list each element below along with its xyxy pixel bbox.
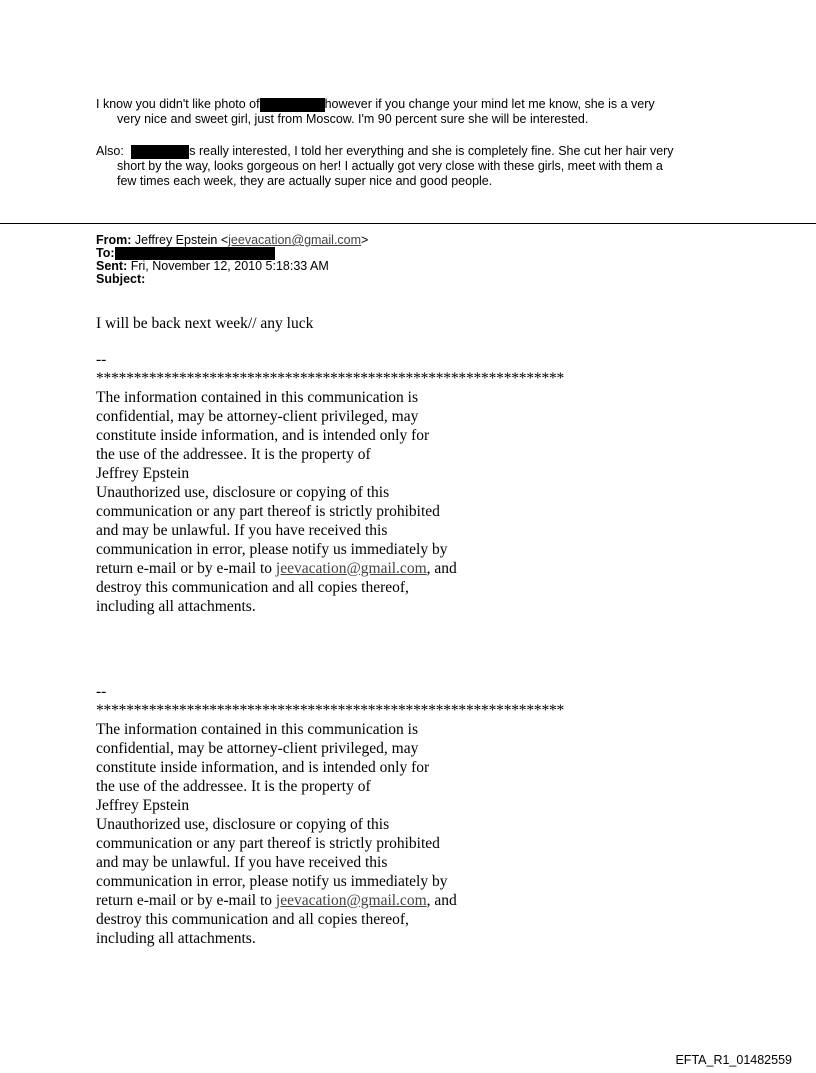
subject-label: Subject: <box>96 272 146 287</box>
message-paragraph-2 <box>96 144 736 189</box>
disclaimer-line: destroy this communication and all copies thereof, <box>96 911 409 928</box>
message-paragraph-1 <box>96 97 736 127</box>
redaction-block <box>260 98 325 112</box>
disclaimer-line: constitute inside information, and is intended only for <box>96 759 430 776</box>
disclaimer-line: and may be unlawful. If you have received this <box>96 854 388 871</box>
paragraph-2-line-3: few times each week, they are actually super nice and good people. <box>117 174 493 188</box>
return-text: return e-mail or by e-mail to <box>96 560 276 577</box>
disclaimer-line: constitute inside information, and is intended only for <box>96 427 430 444</box>
redaction-block <box>131 145 189 159</box>
disclaimer-line: communication or any part thereof is strictly prohibited <box>96 835 440 852</box>
from-row <box>96 234 368 247</box>
disclaimer-line: and may be unlawful. If you have received this <box>96 522 388 539</box>
disclaimer-line: confidential, may be attorney-client privileged, may <box>96 408 419 425</box>
return-text-after: , and <box>426 560 457 577</box>
from-label: From: <box>96 233 132 247</box>
disclaimer-line: the use of the addressee. It is the property of <box>96 778 371 795</box>
signature-dash: -- <box>96 351 107 368</box>
disclaimer-line: The information contained in this communication is <box>96 721 418 738</box>
document-id: EFTA_R1_01482559 <box>675 1053 792 1067</box>
signature-stars: ************************************************************** <box>96 370 565 387</box>
disclaimer-return-line <box>96 559 564 578</box>
separator-rule <box>0 223 816 224</box>
paragraph-1-text-before: I know you didn't like photo of <box>96 97 260 111</box>
disclaimer-line: communication in error, please notify us immediately by <box>96 873 448 890</box>
disclaimer-email-link[interactable]: jeevacation@gmail.com <box>275 892 427 909</box>
disclaimer-line: destroy this communication and all copies thereof, <box>96 579 409 596</box>
to-label: To: <box>96 246 115 260</box>
from-name: Jeffrey Epstein < <box>134 233 229 247</box>
disclaimer-line: the use of the addressee. It is the property of <box>96 446 371 463</box>
disclaimer-line: including all attachments. <box>96 598 256 615</box>
paragraph-1-text-after: however if you change your mind let me know, she is a very <box>324 97 655 111</box>
disclaimer-line: Jeffrey Epstein <box>96 465 190 482</box>
sent-label: Sent: <box>96 259 128 274</box>
from-email-link[interactable]: jeevacation@gmail.com <box>228 233 362 247</box>
disclaimer-line: confidential, may be attorney-client privileged, may <box>96 740 419 757</box>
disclaimer-line: Unauthorized use, disclosure or copying of this <box>96 816 390 833</box>
disclaimer-line: Unauthorized use, disclosure or copying of this <box>96 484 390 501</box>
disclaimer-line: The information contained in this communication is <box>96 389 418 406</box>
disclaimer-return-line <box>96 891 564 910</box>
signature-stars: ************************************************************** <box>96 702 565 719</box>
email-body: I will be back next week// any luck <box>96 315 314 332</box>
paragraph-2-text-before: Also: <box>96 144 124 158</box>
disclaimer-line: Jeffrey Epstein <box>96 797 190 814</box>
disclaimer-line: communication or any part thereof is strictly prohibited <box>96 503 440 520</box>
signature-dash: -- <box>96 683 107 700</box>
return-text: return e-mail or by e-mail to <box>96 892 276 909</box>
email-header <box>96 234 368 286</box>
paragraph-2-text-after: s really interested, I told her everything and she is completely fine. She cut her hair very <box>189 144 674 158</box>
disclaimer-email-link[interactable]: jeevacation@gmail.com <box>275 560 427 577</box>
sent-value: Fri, November 12, 2010 5:18:33 AM <box>130 259 329 274</box>
disclaimer-line: communication in error, please notify us immediately by <box>96 541 448 558</box>
disclaimer-block-1 <box>96 350 564 616</box>
return-text-after: , and <box>426 892 457 909</box>
paragraph-1-line-2: very nice and sweet girl, just from Moscow. I'm 90 percent sure she will be interested. <box>117 112 589 126</box>
disclaimer-line: including all attachments. <box>96 930 256 947</box>
from-close: > <box>361 233 369 247</box>
disclaimer-block-2 <box>96 682 564 948</box>
paragraph-2-line-2: short by the way, looks gorgeous on her! I actually got very close with these girls, meet with them a <box>117 159 663 173</box>
subject-row <box>96 273 368 286</box>
